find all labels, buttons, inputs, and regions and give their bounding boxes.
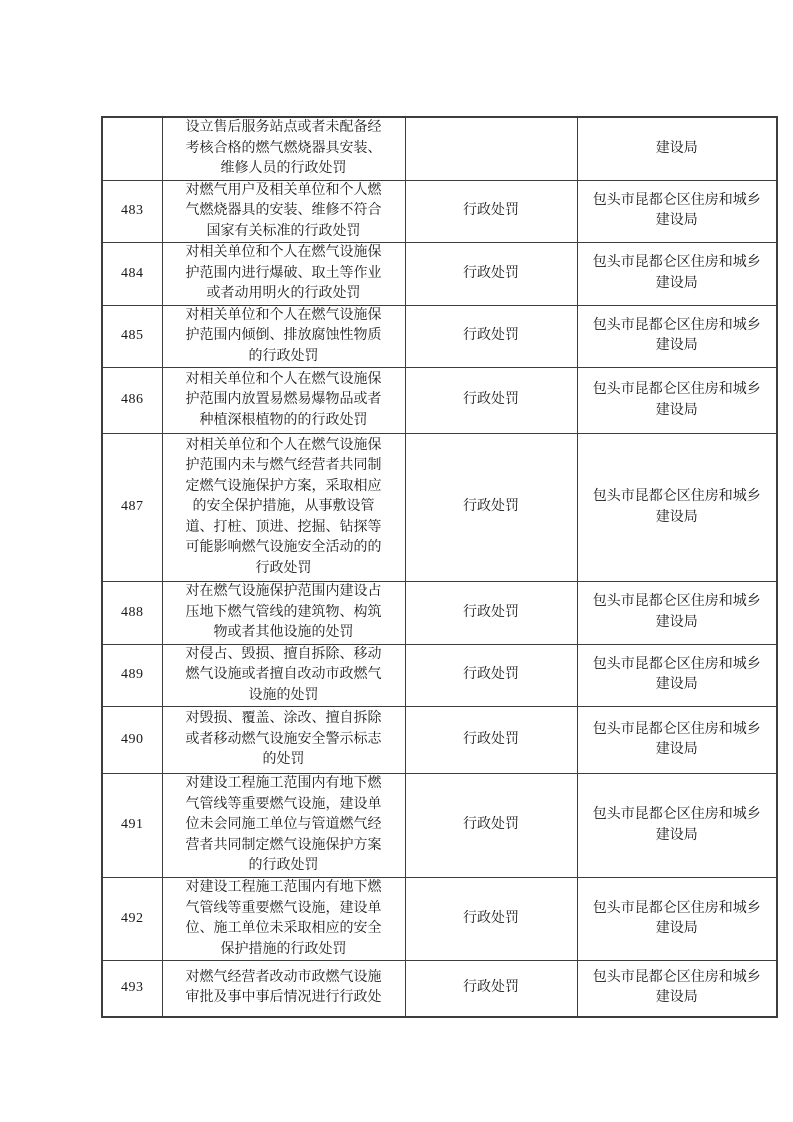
department-text: 包头市昆都仑区住房和城乡建设局 <box>592 969 761 1006</box>
row-number-cell: 492 <box>102 878 162 961</box>
department-text: 包头市昆都仑区住房和城乡建设局 <box>592 255 761 291</box>
item-description-text: 对相关单位和个人在燃气设施保护范围内倾倒、排放腐蚀性物质的行政处罚 <box>185 307 382 364</box>
table-row <box>102 434 777 582</box>
row-number-cell: 488 <box>102 582 162 645</box>
department-cell <box>577 243 777 306</box>
item-description-text: 对建设工程施工范围内有地下燃气管线等重要燃气设施，建设单位未会同施工单位与管道燃气经营者共同制定燃气设施保护方案的行政处罚 <box>185 776 382 874</box>
table-row <box>102 961 777 1017</box>
penalty-type-cell: 行政处罚 <box>405 774 577 878</box>
table-row <box>102 878 777 961</box>
item-description-cell <box>162 961 405 1017</box>
item-description-cell <box>162 644 405 707</box>
department-cell <box>577 644 777 707</box>
table-row <box>102 644 777 707</box>
item-description-cell <box>162 243 405 306</box>
department-cell <box>577 707 777 774</box>
row-number-cell: 491 <box>102 774 162 878</box>
item-description-cell <box>162 368 405 434</box>
department-cell <box>577 117 777 180</box>
item-description-cell <box>162 582 405 645</box>
table-row <box>102 305 777 368</box>
penalty-type-cell: 行政处罚 <box>405 434 577 582</box>
row-number-cell <box>102 117 162 180</box>
row-number-cell: 486 <box>102 368 162 434</box>
department-cell <box>577 582 777 645</box>
table-row <box>102 243 777 306</box>
item-description-cell <box>162 707 405 774</box>
item-description-cell <box>162 774 405 878</box>
penalty-type-cell: 行政处罚 <box>405 961 577 1017</box>
department-text: 包头市昆都仑区住房和城乡建设局 <box>592 807 761 843</box>
department-cell <box>577 305 777 368</box>
penalty-type-cell: 行政处罚 <box>405 368 577 434</box>
table-row <box>102 180 777 243</box>
table-row <box>102 582 777 645</box>
department-cell <box>577 180 777 243</box>
department-cell <box>577 368 777 434</box>
item-description-text: 对相关单位和个人在燃气设施保护范围内进行爆破、取土等作业或者动用明火的行政处罚 <box>185 245 382 301</box>
item-description-cell <box>162 878 405 961</box>
row-number-cell: 487 <box>102 434 162 582</box>
item-description-text: 对相关单位和个人在燃气设施保护范围内未与燃气经营者共同制定燃气设施保护方案，采取相应的安全保护措施，从事敷设管道、打桩、顶进、挖掘、钻探等可能影响燃气设施安全活动的的行政处罚 <box>185 437 382 576</box>
department-text: 包头市昆都仑区住房和城乡建设局 <box>592 594 761 630</box>
penalty-type-cell: 行政处罚 <box>405 878 577 961</box>
item-description-text: 对燃气用户及相关单位和个人燃气燃烧器具的安装、维修不符合国家有关标准的行政处罚 <box>185 182 382 239</box>
table-row <box>102 774 777 878</box>
item-description-text: 设立售后服务站点或者未配备经考核合格的燃气燃烧器具安装、维修人员的行政处罚 <box>185 120 382 176</box>
department-text: 包头市昆都仑区住房和城乡建设局 <box>592 382 761 418</box>
penalty-type-cell: 行政处罚 <box>405 243 577 306</box>
penalty-type-cell: 行政处罚 <box>405 305 577 368</box>
department-text: 建设局 <box>655 140 698 156</box>
row-number-cell: 484 <box>102 243 162 306</box>
department-cell <box>577 878 777 961</box>
row-number-cell: 483 <box>102 180 162 243</box>
department-text: 包头市昆都仑区住房和城乡建设局 <box>592 192 761 229</box>
department-text: 包头市昆都仑区住房和城乡建设局 <box>592 317 761 354</box>
row-number-cell: 489 <box>102 644 162 707</box>
item-description-text: 对相关单位和个人在燃气设施保护范围内放置易燃易爆物品或者种植深根植物的的行政处罚 <box>185 371 382 428</box>
department-text: 包头市昆都仑区住房和城乡建设局 <box>592 656 761 693</box>
item-description-cell <box>162 305 405 368</box>
item-description-text: 对毁损、覆盖、涂改、擅自拆除或者移动燃气设施安全警示标志的处罚 <box>185 711 382 768</box>
department-cell <box>577 774 777 878</box>
item-description-cell <box>162 434 405 582</box>
item-description-text: 对在燃气设施保护范围内建设占压地下燃气管线的建筑物、构筑物或者其他设施的处罚 <box>185 584 382 640</box>
penalty-type-cell: 行政处罚 <box>405 644 577 707</box>
penalty-type-cell: 行政处罚 <box>405 180 577 243</box>
row-number-cell: 493 <box>102 961 162 1017</box>
penalty-type-cell: 行政处罚 <box>405 582 577 645</box>
department-text: 包头市昆都仑区住房和城乡建设局 <box>592 900 761 936</box>
item-description-text: 对建设工程施工范围内有地下燃气管线等重要燃气设施，建设单位、施工单位未采取相应的安全保护措施的行政处罚 <box>185 880 382 957</box>
table-row <box>102 707 777 774</box>
department-text: 包头市昆都仑区住房和城乡建设局 <box>592 721 761 757</box>
item-description-text: 对侵占、毁损、擅自拆除、移动燃气设施或者擅自改动市政燃气设施的处罚 <box>185 646 382 703</box>
item-description-text: 对燃气经营者改动市政燃气设施审批及事中事后情况进行行政处 <box>185 969 382 1006</box>
row-number-cell: 490 <box>102 707 162 774</box>
item-description-cell <box>162 180 405 243</box>
department-cell <box>577 434 777 582</box>
table-row <box>102 368 777 434</box>
penalty-type-cell: 行政处罚 <box>405 707 577 774</box>
item-description-cell <box>162 117 405 180</box>
row-number-cell: 485 <box>102 305 162 368</box>
table-row <box>102 117 777 180</box>
penalty-table <box>101 116 778 1018</box>
department-cell <box>577 961 777 1017</box>
department-text: 包头市昆都仑区住房和城乡建设局 <box>592 489 761 525</box>
penalty-type-cell <box>405 117 577 180</box>
